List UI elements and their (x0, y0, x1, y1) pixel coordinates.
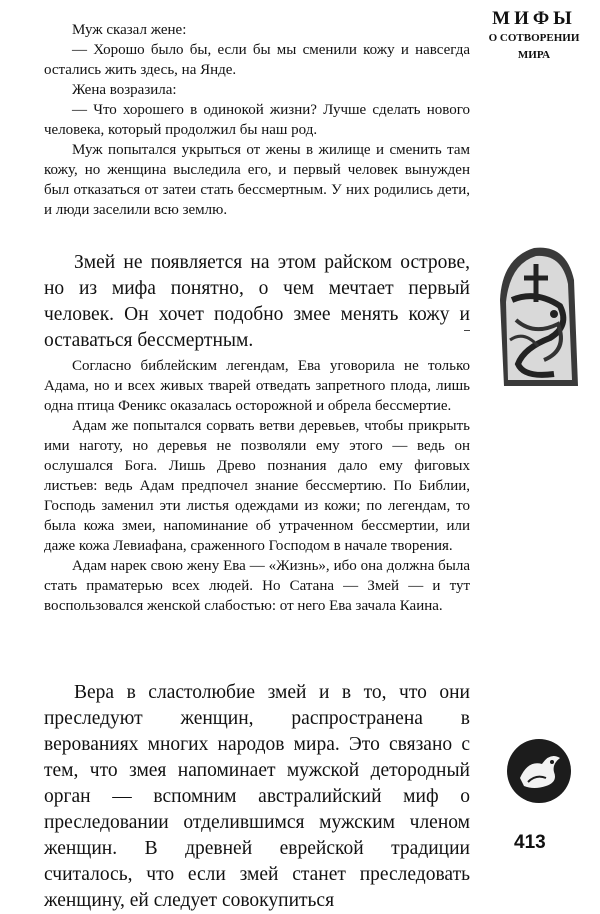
section-subtitle-line1: О СОТВОРЕНИИ (488, 32, 580, 44)
bird-medallion-icon (506, 738, 572, 809)
section-subtitle-line2: МИРА (517, 49, 551, 61)
paragraph: Муж попытался укрыться от жены в жилище и сменить там кожу, но женщина выследила его, и первый человек вынужден был отказаться от затеи стать бессмертным. У них родились дети, и люди заселили всю землю. (44, 142, 470, 218)
page-number: 413 (514, 832, 546, 853)
paragraph: Адам нарек свою жену Ева — «Жизнь», ибо она должна была стать праматерью всех людей. Но Сатана — Змей — и тут воспользовался женской слабостью: от него Ева зачала Каина. (44, 558, 470, 614)
runestone-illustration (494, 240, 580, 391)
section-title: МИФЫ (492, 8, 576, 29)
paragraph: Муж сказал жене: (72, 22, 187, 38)
paragraph: Жена возразила: (72, 82, 177, 98)
paragraph: Адам же попытался сорвать ветви деревьев, чтобы прикрыть ими наготу, но деревья не позволяли ему этого — ведь он ослушался Бога. Лишь Древо познания дало ему фиговых листьев: ведь Адам предпочел знание бессмертию. По Библии, Господь заменил эти листья одеждами из кожи; по легендам, то была кожа змеи, напоминание об утраченном бессмертии, или даже кожа Левиафана, сраженного Господом в начале творения. (44, 418, 470, 554)
paragraph: Змей не появляется на этом райском острове, но из мифа понятно, о чем мечтает первый человек. Он хочет подобно змее менять кожу и оставаться бессмертным. (44, 252, 470, 351)
commentary-block-1 (44, 250, 470, 354)
stray-mark (464, 330, 470, 331)
bible-legend-text (44, 356, 470, 616)
paragraph: — Что хорошего в одинокой жизни? Лучше сделать нового человека, который продолжил бы наш род. (44, 102, 470, 138)
paragraph: Согласно библейским легендам, Ева уговорила не только Адама, но и всех живых тварей отведать запретного плода, лишь одна птица Феникс оказалась осторожной и обрела бессмертие. (44, 358, 470, 414)
paragraph: — Хорошо было бы, если бы мы сменили кожу и навсегда остались жить здесь, на Янде. (44, 42, 470, 78)
sidebar-title-block (478, 8, 590, 64)
commentary-block-2 (44, 680, 470, 914)
myth-dialogue (44, 20, 470, 220)
paragraph: Вера в сластолюбие змей и в то, что они преследуют женщин, распространена в верованиях многих народов мира. Это связано с тем, что змея напоминает мужской детородный орган — вспомним австралийский миф о преследовании отделившимся мужским членом женщин. В древней еврейской традиции считалось, что если змей станет преследовать женщину, ей следует совокупиться (44, 682, 470, 911)
